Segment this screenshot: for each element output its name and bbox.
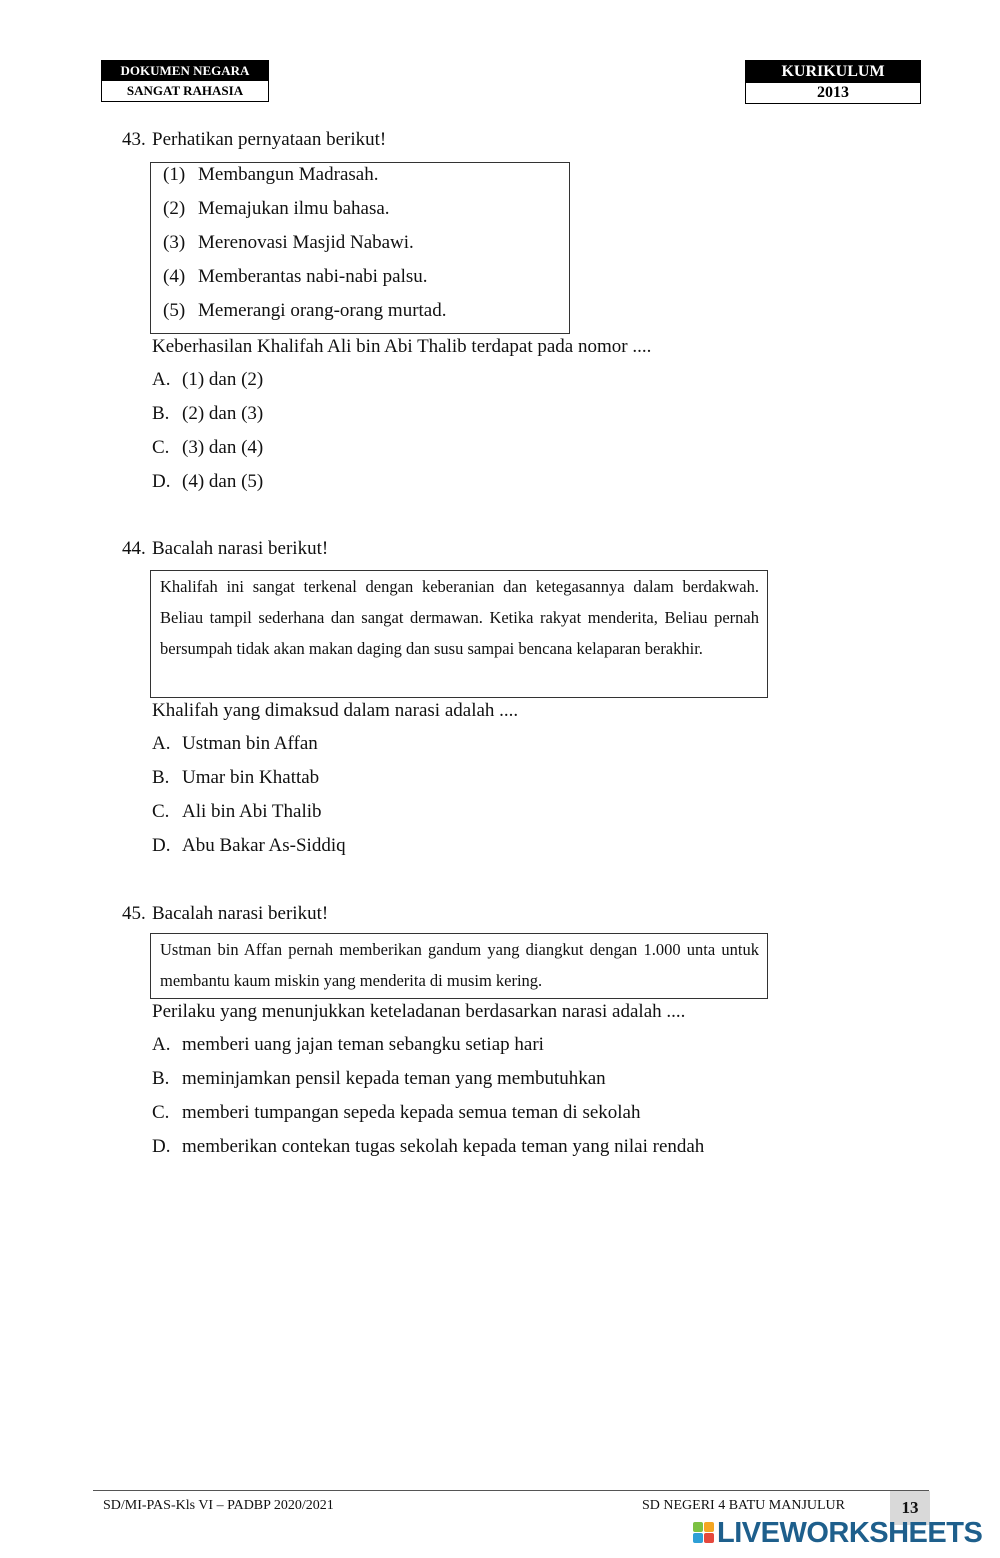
question-44-text: Khalifah yang dimaksud dalam narasi adalah .... xyxy=(152,700,519,721)
question-44-narrative: Khalifah ini sangat terkenal dengan keberanian dan ketegasannya dalam berdakwah. Beliau tampil sederhana dan sangat dermawan. Ketika rakyat menderita, Beliau pernah bersumpah tidak akan makan daging dan susu sampai bencana kelaparan berakhir. xyxy=(150,570,768,698)
question-45-narrative: Ustman bin Affan pernah memberikan gandum yang diangkut dengan 1.000 unta untuk membantu kaum miskin yang menderita di musim kering. xyxy=(150,933,768,999)
statement-4: (4) Memberantas nabi-nabi palsu. xyxy=(163,266,428,287)
statement-5: (5) Memerangi orang-orang murtad. xyxy=(163,300,447,321)
secrecy-level: SANGAT RAHASIA xyxy=(101,81,269,102)
question-43-text: Keberhasilan Khalifah Ali bin Abi Thalib terdapat pada nomor .... xyxy=(152,336,652,357)
header-right-label xyxy=(745,60,921,104)
question-44-option-c[interactable]: C. Ali bin Abi Thalib xyxy=(152,801,322,822)
question-45-number: 45. xyxy=(122,903,146,924)
liveworksheets-logo[interactable] xyxy=(693,1517,982,1550)
question-45-prompt: Bacalah narasi berikut! xyxy=(152,903,329,924)
question-45-text: Perilaku yang menunjukkan keteladanan berdasarkan narasi adalah .... xyxy=(152,1001,686,1022)
liveworksheets-icon xyxy=(693,1522,715,1544)
footer-divider xyxy=(93,1490,929,1491)
document-classification: DOKUMEN NEGARA xyxy=(101,60,269,81)
question-44-option-d[interactable]: D. Abu Bakar As-Siddiq xyxy=(152,835,346,856)
question-44-option-b[interactable]: B. Umar bin Khattab xyxy=(152,767,320,788)
footer-exam-info: SD/MI-PAS-Kls VI – PADBP 2020/2021 xyxy=(103,1498,334,1513)
question-45-option-a[interactable]: A. memberi uang jajan teman sebangku setiap hari xyxy=(152,1034,544,1055)
question-43-option-a[interactable]: A. (1) dan (2) xyxy=(152,369,264,390)
question-43-prompt: Perhatikan pernyataan berikut! xyxy=(152,129,387,150)
question-43-option-b[interactable]: B. (2) dan (3) xyxy=(152,403,264,424)
curriculum-year: 2013 xyxy=(745,83,921,104)
question-45-option-c[interactable]: C. memberi tumpangan sepeda kepada semua teman di sekolah xyxy=(152,1102,641,1123)
statement-2: (2) Memajukan ilmu bahasa. xyxy=(163,198,390,219)
question-43-option-c[interactable]: C. (3) dan (4) xyxy=(152,437,264,458)
question-43-option-d[interactable]: D. (4) dan (5) xyxy=(152,471,264,492)
footer-school-name: SD NEGERI 4 BATU MANJULUR xyxy=(642,1498,846,1513)
statement-3: (3) Merenovasi Masjid Nabawi. xyxy=(163,232,414,253)
statement-1: (1) Membangun Madrasah. xyxy=(163,164,379,185)
question-44-prompt: Bacalah narasi berikut! xyxy=(152,538,329,559)
question-45-option-d[interactable]: D. memberikan contekan tugas sekolah kepada teman yang nilai rendah xyxy=(152,1136,705,1157)
liveworksheets-wordmark: LIVEWORKSHEETS xyxy=(717,1517,983,1549)
question-44-number: 44. xyxy=(122,538,146,559)
curriculum-label: KURIKULUM xyxy=(745,60,921,83)
question-43-number: 43. xyxy=(122,129,146,150)
page-number: 13 xyxy=(890,1491,930,1525)
question-45-option-b[interactable]: B. meminjamkan pensil kepada teman yang membutuhkan xyxy=(152,1068,606,1089)
header-left-label xyxy=(101,60,269,102)
question-44-option-a[interactable]: A. Ustman bin Affan xyxy=(152,733,318,754)
